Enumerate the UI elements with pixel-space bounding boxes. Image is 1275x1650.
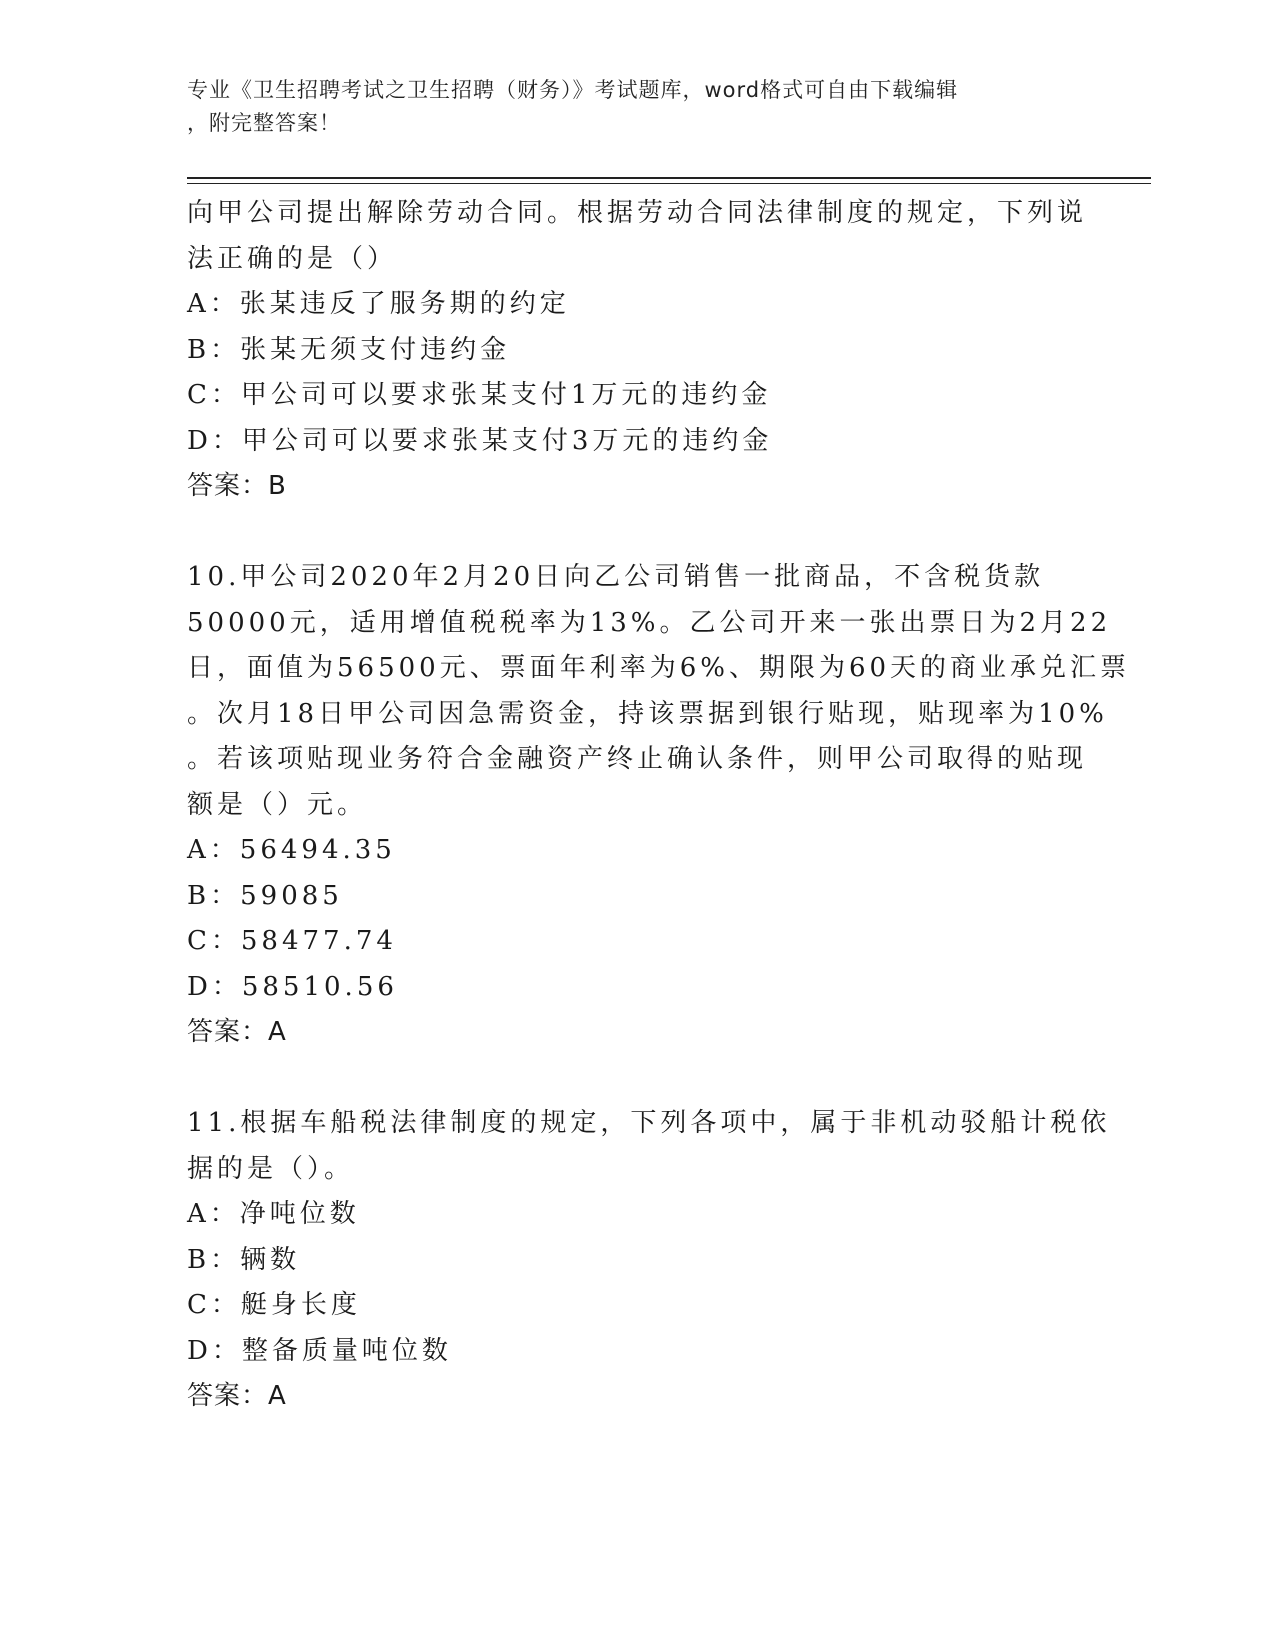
question-list <box>187 191 1131 1420</box>
question-stem-line: 10.甲公司2020年2月20日向乙公司销售一批商品，不含税货款 <box>187 562 1045 592</box>
answer-line: 答案：B <box>187 471 287 501</box>
header-title-line-1: 专业《卫生招聘考试之卫生招聘（财务）》考试题库，word格式可自由下载编辑 <box>187 78 959 102</box>
question-stem-line: 。若该项贴现业务符合金融资产终止确认条件，则甲公司取得的贴现 <box>187 744 1088 774</box>
option-b: B：辆数 <box>187 1244 301 1275</box>
option-c: C：甲公司可以要求张某支付1万元的违约金 <box>187 380 772 410</box>
question-stem-line: 。次月18日甲公司因急需资金，持该票据到银行贴现，贴现率为10% <box>187 698 1108 729</box>
option-a: A：张某违反了服务期的约定 <box>187 289 570 319</box>
question-stem-line: 据的是（）。 <box>187 1153 355 1184</box>
answer-line: 答案：A <box>187 1381 287 1411</box>
option-b: B：张某无须支付违约金 <box>187 334 511 365</box>
question-stem-line: 法正确的是（） <box>187 243 398 274</box>
answer-line: 答案：A <box>187 1017 287 1047</box>
header-divider-thick <box>187 177 1151 179</box>
header-divider-thin <box>187 183 1151 184</box>
question-stem-line: 11.根据车船税法律制度的规定，下列各项中，属于非机动驳船计税依 <box>187 1108 1111 1138</box>
question-stem-line: 日，面值为56500元、票面年利率为6%、期限为60天的商业承兑汇票 <box>187 653 1131 683</box>
option-d: D：甲公司可以要求张某支付3万元的违约金 <box>187 425 773 456</box>
option-b: B：59085 <box>187 880 343 911</box>
question-11 <box>187 1101 1111 1420</box>
question-stem-line: 额是（）元。 <box>187 789 368 820</box>
question-stem-line: 向甲公司提出解除劳动合同。根据劳动合同法律制度的规定，下列说 <box>187 198 1088 228</box>
spacer <box>187 1056 1087 1102</box>
question-9 <box>187 191 1087 510</box>
spacer <box>187 510 1087 556</box>
option-d: D：58510.56 <box>187 971 398 1002</box>
question-10 <box>187 555 1131 1056</box>
option-a: A：56494.35 <box>187 835 396 865</box>
question-stem-line: 50000元，适用增值税税率为13%。乙公司开来一张出票日为2月22 <box>187 607 1112 638</box>
header-title-line-2: ，附完整答案！ <box>187 111 341 135</box>
option-c: C：艇身长度 <box>187 1290 361 1320</box>
page-header <box>187 74 1067 140</box>
option-a: A：净吨位数 <box>187 1199 360 1229</box>
option-c: C：58477.74 <box>187 926 397 956</box>
option-d: D：整备质量吨位数 <box>187 1335 452 1366</box>
